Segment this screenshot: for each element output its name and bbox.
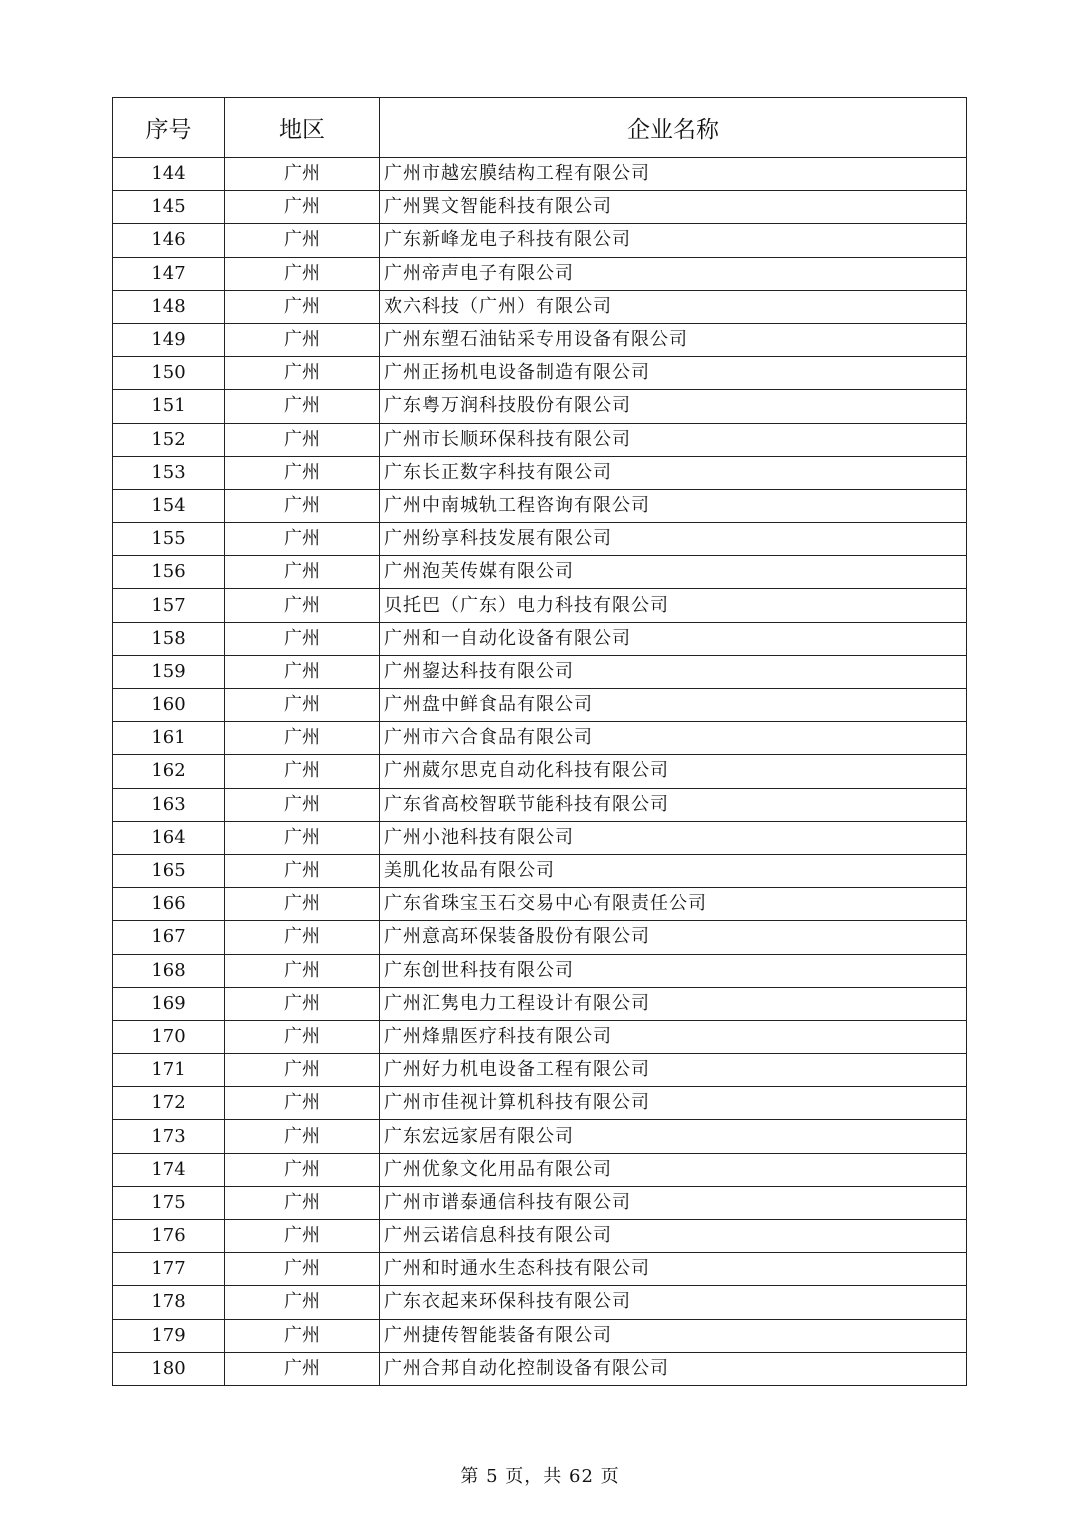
company-name-cell: 广州和一自动化设备有限公司	[380, 622, 967, 655]
serial-number-cell: 171	[113, 1054, 225, 1087]
company-name-cell: 广州和时通水生态科技有限公司	[380, 1253, 967, 1286]
serial-number-cell: 157	[113, 589, 225, 622]
company-name-cell: 广州市佳视计算机科技有限公司	[380, 1087, 967, 1120]
company-name-cell: 广东宏远家居有限公司	[380, 1120, 967, 1153]
company-name-cell: 广州市长顺环保科技有限公司	[380, 423, 967, 456]
region-cell: 广州	[225, 1352, 380, 1385]
region-cell: 广州	[225, 689, 380, 722]
table-row	[113, 290, 967, 323]
serial-number-cell: 149	[113, 323, 225, 356]
serial-number-cell: 177	[113, 1253, 225, 1286]
company-name-cell: 广州正扬机电设备制造有限公司	[380, 357, 967, 390]
serial-number-cell: 180	[113, 1352, 225, 1385]
serial-number-cell: 161	[113, 722, 225, 755]
company-name-cell: 广东衣起来环保科技有限公司	[380, 1286, 967, 1319]
company-name-cell: 广州云诺信息科技有限公司	[380, 1220, 967, 1253]
region-cell: 广州	[225, 1020, 380, 1053]
serial-number-cell: 175	[113, 1186, 225, 1219]
region-cell: 广州	[225, 921, 380, 954]
region-cell: 广州	[225, 854, 380, 887]
region-cell: 广州	[225, 1054, 380, 1087]
company-name-cell: 广州泡芙传媒有限公司	[380, 556, 967, 589]
serial-number-cell: 172	[113, 1087, 225, 1120]
region-cell: 广州	[225, 622, 380, 655]
table-row	[113, 1054, 967, 1087]
company-name-cell: 广州鋆达科技有限公司	[380, 655, 967, 688]
company-name-cell: 贝托巴（广东）电力科技有限公司	[380, 589, 967, 622]
serial-number-cell: 150	[113, 357, 225, 390]
company-name-cell: 广州纷享科技发展有限公司	[380, 523, 967, 556]
region-cell: 广州	[225, 1220, 380, 1253]
table-row	[113, 523, 967, 556]
region-cell: 广州	[225, 1319, 380, 1352]
table-row	[113, 1220, 967, 1253]
region-cell: 广州	[225, 1253, 380, 1286]
serial-number-cell: 158	[113, 622, 225, 655]
company-name-cell: 广州意高环保装备股份有限公司	[380, 921, 967, 954]
region-cell: 广州	[225, 456, 380, 489]
serial-number-cell: 176	[113, 1220, 225, 1253]
company-name-cell: 广东长正数字科技有限公司	[380, 456, 967, 489]
table-row	[113, 1186, 967, 1219]
table-row	[113, 689, 967, 722]
header-region: 地区	[225, 98, 380, 158]
serial-number-cell: 170	[113, 1020, 225, 1053]
serial-number-cell: 155	[113, 523, 225, 556]
region-cell: 广州	[225, 788, 380, 821]
region-cell: 广州	[225, 357, 380, 390]
company-name-cell: 广州合邦自动化控制设备有限公司	[380, 1352, 967, 1385]
serial-number-cell: 174	[113, 1153, 225, 1186]
serial-number-cell: 162	[113, 755, 225, 788]
company-name-cell: 广州东塑石油钻采专用设备有限公司	[380, 323, 967, 356]
table-row	[113, 158, 967, 191]
serial-number-cell: 144	[113, 158, 225, 191]
company-name-cell: 广东省珠宝玉石交易中心有限责任公司	[380, 888, 967, 921]
serial-number-cell: 167	[113, 921, 225, 954]
serial-number-cell: 160	[113, 689, 225, 722]
table-body	[113, 158, 967, 1386]
company-name-cell: 广州捷传智能装备有限公司	[380, 1319, 967, 1352]
company-name-cell: 美肌化妆品有限公司	[380, 854, 967, 887]
serial-number-cell: 163	[113, 788, 225, 821]
table-row	[113, 921, 967, 954]
company-name-cell: 广东省高校智联节能科技有限公司	[380, 788, 967, 821]
region-cell: 广州	[225, 655, 380, 688]
region-cell: 广州	[225, 755, 380, 788]
region-cell: 广州	[225, 589, 380, 622]
region-cell: 广州	[225, 290, 380, 323]
table-row	[113, 1087, 967, 1120]
company-name-cell: 广东粤万润科技股份有限公司	[380, 390, 967, 423]
table-row	[113, 854, 967, 887]
region-cell: 广州	[225, 323, 380, 356]
table-row	[113, 257, 967, 290]
company-name-cell: 广州烽鼎医疗科技有限公司	[380, 1020, 967, 1053]
company-name-cell: 广州市谱泰通信科技有限公司	[380, 1186, 967, 1219]
serial-number-cell: 164	[113, 821, 225, 854]
region-cell: 广州	[225, 722, 380, 755]
company-name-cell: 广东新峰龙电子科技有限公司	[380, 224, 967, 257]
table-row	[113, 1020, 967, 1053]
table-row	[113, 357, 967, 390]
table-row	[113, 722, 967, 755]
region-cell: 广州	[225, 224, 380, 257]
table-row	[113, 1319, 967, 1352]
company-name-cell: 广东创世科技有限公司	[380, 954, 967, 987]
table-row	[113, 1153, 967, 1186]
company-name-cell: 广州帝声电子有限公司	[380, 257, 967, 290]
company-name-cell: 广州市六合食品有限公司	[380, 722, 967, 755]
company-name-cell: 广州好力机电设备工程有限公司	[380, 1054, 967, 1087]
serial-number-cell: 179	[113, 1319, 225, 1352]
table-row	[113, 191, 967, 224]
company-name-cell: 广州中南城轨工程咨询有限公司	[380, 489, 967, 522]
serial-number-cell: 156	[113, 556, 225, 589]
region-cell: 广州	[225, 489, 380, 522]
table-row	[113, 622, 967, 655]
company-name-cell: 广州汇隽电力工程设计有限公司	[380, 987, 967, 1020]
company-name-cell: 广州葳尔思克自动化科技有限公司	[380, 755, 967, 788]
region-cell: 广州	[225, 1120, 380, 1153]
table-row	[113, 755, 967, 788]
region-cell: 广州	[225, 523, 380, 556]
table-row	[113, 489, 967, 522]
header-company-name: 企业名称	[380, 98, 967, 158]
table-row	[113, 456, 967, 489]
region-cell: 广州	[225, 390, 380, 423]
table-header-row	[113, 98, 967, 158]
region-cell: 广州	[225, 257, 380, 290]
serial-number-cell: 159	[113, 655, 225, 688]
region-cell: 广州	[225, 423, 380, 456]
region-cell: 广州	[225, 1153, 380, 1186]
table-row	[113, 224, 967, 257]
table-row	[113, 821, 967, 854]
table-row	[113, 1120, 967, 1153]
company-name-cell: 广州盘中鲜食品有限公司	[380, 689, 967, 722]
serial-number-cell: 165	[113, 854, 225, 887]
serial-number-cell: 173	[113, 1120, 225, 1153]
table-row	[113, 788, 967, 821]
company-name-cell: 欢六科技（广州）有限公司	[380, 290, 967, 323]
serial-number-cell: 169	[113, 987, 225, 1020]
company-name-cell: 广州小池科技有限公司	[380, 821, 967, 854]
table-row	[113, 987, 967, 1020]
region-cell: 广州	[225, 888, 380, 921]
table-row	[113, 1253, 967, 1286]
serial-number-cell: 151	[113, 390, 225, 423]
company-name-cell: 广州优象文化用品有限公司	[380, 1153, 967, 1186]
company-name-cell: 广州巽文智能科技有限公司	[380, 191, 967, 224]
serial-number-cell: 148	[113, 290, 225, 323]
serial-number-cell: 178	[113, 1286, 225, 1319]
region-cell: 广州	[225, 191, 380, 224]
region-cell: 广州	[225, 987, 380, 1020]
table-row	[113, 888, 967, 921]
table-row	[113, 589, 967, 622]
table-row	[113, 954, 967, 987]
serial-number-cell: 154	[113, 489, 225, 522]
table-row	[113, 1286, 967, 1319]
table-row	[113, 423, 967, 456]
serial-number-cell: 153	[113, 456, 225, 489]
table-row	[113, 655, 967, 688]
table-row	[113, 1352, 967, 1385]
region-cell: 广州	[225, 1186, 380, 1219]
region-cell: 广州	[225, 821, 380, 854]
header-serial-number: 序号	[113, 98, 225, 158]
serial-number-cell: 146	[113, 224, 225, 257]
table-row	[113, 390, 967, 423]
region-cell: 广州	[225, 158, 380, 191]
company-name-cell: 广州市越宏膜结构工程有限公司	[380, 158, 967, 191]
region-cell: 广州	[225, 954, 380, 987]
table-row	[113, 556, 967, 589]
serial-number-cell: 152	[113, 423, 225, 456]
serial-number-cell: 168	[113, 954, 225, 987]
company-table	[112, 97, 967, 1386]
page-footer: 第 5 页，共 62 页	[460, 1466, 620, 1487]
serial-number-cell: 145	[113, 191, 225, 224]
serial-number-cell: 147	[113, 257, 225, 290]
region-cell: 广州	[225, 556, 380, 589]
region-cell: 广州	[225, 1087, 380, 1120]
serial-number-cell: 166	[113, 888, 225, 921]
region-cell: 广州	[225, 1286, 380, 1319]
table-row	[113, 323, 967, 356]
